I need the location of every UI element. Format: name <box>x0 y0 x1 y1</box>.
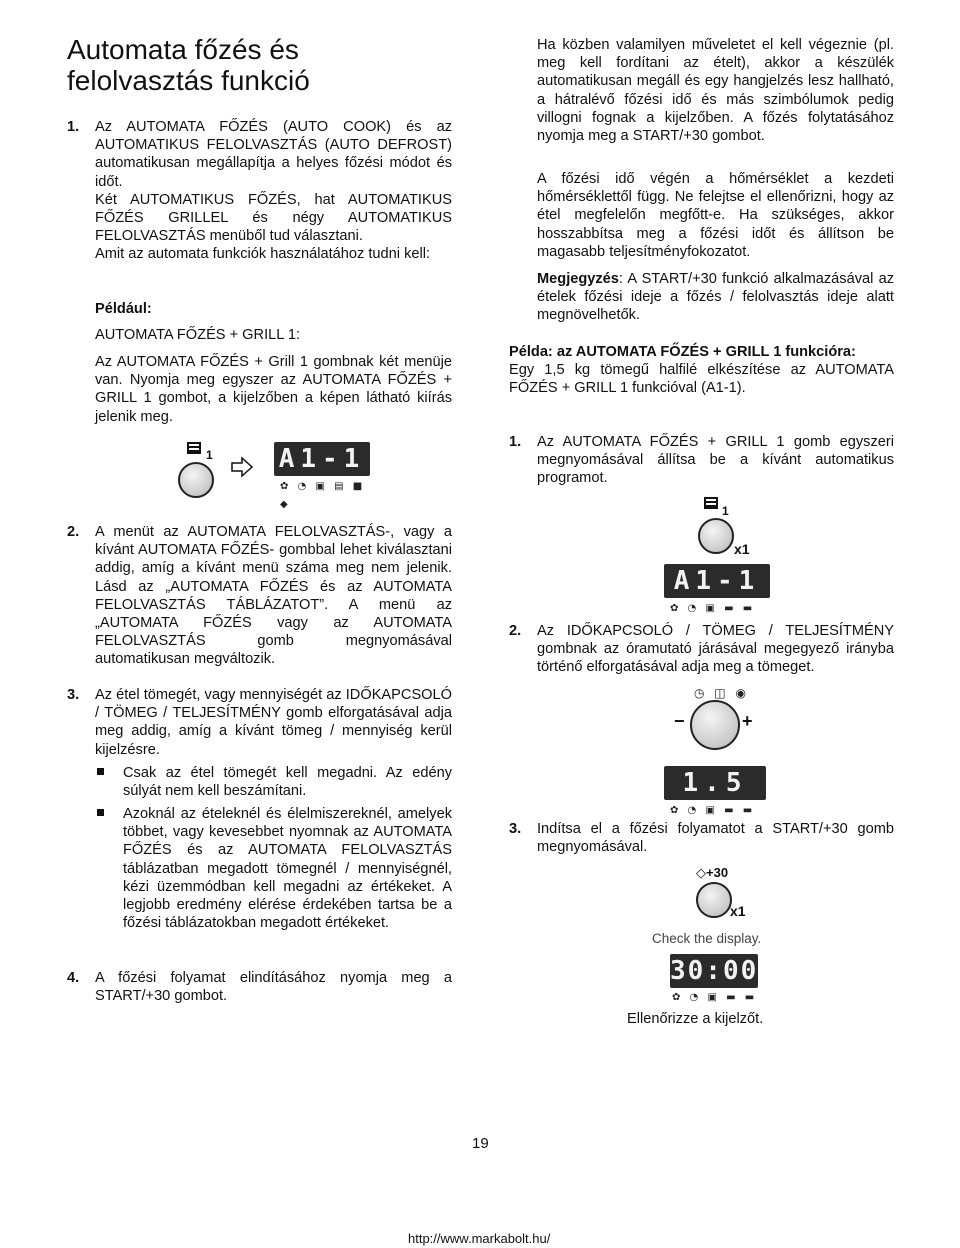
step-4-number: 4. <box>67 970 80 986</box>
timer-weight-power-dial[interactable] <box>690 700 740 750</box>
example-label: Például: <box>95 301 152 317</box>
note-text <box>537 270 894 325</box>
start-button[interactable] <box>696 882 732 918</box>
start-plus-30: +30 <box>706 865 729 880</box>
note-body: : A START/+30 funkció alkalmazásával az ételek főzési ideje a főzés / felolvasztás ideje alatt megnövelhetők. <box>537 271 894 324</box>
step-1-text: Az AUTOMATA FŐZÉS (AUTO COOK) és az AUTOMATIKUS FELOLVASZTÁS (AUTO DEFROST) automatikusan megállapítja a helyes főzési módot és időt. <box>95 119 452 190</box>
button-badge: 1 <box>722 504 729 518</box>
auto-cook-grill-icon <box>185 440 205 456</box>
example-step-1-number: 1. <box>509 434 522 450</box>
auto-cook-button[interactable] <box>698 518 734 554</box>
bullet-marker <box>97 809 104 816</box>
page-number: 19 <box>472 1135 489 1152</box>
end-of-cooking-text: A főzési idő végén a hőmérséklet a kezdeti hőmérséklettől függ. Ne felejtse el ellenőrizni, hogy az étel megfelelőn megfőtt-e. Ha szükséges, akkor hosszabbítsa meg a főzési időt és állítson be magasabb teljesítményfokozatot. <box>537 171 894 260</box>
display-panel: 30:00 <box>670 956 759 986</box>
figure-select-program <box>660 492 780 612</box>
step-1-number: 1. <box>67 119 80 135</box>
auto-cook-button[interactable] <box>178 462 214 498</box>
example-step-2-number: 2. <box>509 623 522 639</box>
step-1-menus: Két AUTOMATIKUS FŐZÉS, hat AUTOMATIKUS FŐZÉS GRILLEL és négy AUTOMATIKUS FELOLVASZTÁS menüből tud választani. <box>95 192 452 245</box>
figure-auto-cook <box>176 438 376 511</box>
press-count: x1 <box>734 541 750 557</box>
footer-url[interactable]: http://www.markabolt.hu/ <box>408 1231 551 1246</box>
example-step-2-text: Az IDŐKAPCSOLÓ / TÖMEG / TELJESÍTMÉNY gombnak az óramutató járásával megegyező irányba történő elforgatásával adja meg a tömeget. <box>537 623 894 676</box>
figure-caption: Ellenőrizze a kijelzőt. <box>627 1011 764 1027</box>
figure-start <box>650 862 790 1002</box>
step-1-intro: Amit az automata funkciók használatához tudni kell: <box>95 246 431 262</box>
step-2-text: A menüt az AUTOMATA FELOLVASZTÁS-, vagy a kívánt AUTOMATA FŐZÉS- gombbal lehet kiválasztani addig, amíg a kívánt menü száma meg nem jelenik. Lásd az „AUTOMATA FŐZÉS és az AUTOMATA FELOLVASZTÁS TÁBLÁZATOT”. A menü az „AUTOMATA FŐZÉS vagy az AUTOMATA FELOLVASZTÁS gomb megnyomásával automatikusan megváltozik. <box>95 524 452 668</box>
page-title: Automata főzés és felolvasztás funkció <box>67 34 310 96</box>
intervention-text: Ha közben valamilyen műveletet el kell végeznie (pl. meg kell fordítani az ételt), akkor a készülék automatikusan megáll és egy hangjelzés lesz hallható, a hátralévő főzési idő és más szimbólumok pedig villogni fognak a kijelzőben. A főzés folytatásához nyomja meg a START/+30 gombot. <box>537 37 894 145</box>
check-display-caption: Check the display. <box>652 931 762 946</box>
step-3-number: 3. <box>67 687 80 703</box>
plus-label: + <box>742 711 753 731</box>
note-label: Megjegyzés <box>537 271 619 287</box>
bullet-weight-note: Csak az étel tömegét kell megadni. Az edény súlyát nem kell beszámítani. <box>123 765 452 800</box>
bullet-marker <box>97 768 104 775</box>
display-status-icons: ✿ ◔ ▣ ▤ ■ ◆ <box>280 481 366 511</box>
step-3-text: Az étel tömegét, vagy mennyiségét az IDŐKAPCSOLÓ / TÖMEG / TELJESÍTMÉNY gomb elforgatásával adja meg addig, amíg a kívánt tömeg / mennyiség kerül kijelzésre. <box>95 687 452 758</box>
figure-set-weight <box>660 682 780 816</box>
press-count: x1 <box>730 903 746 919</box>
example-step-3-number: 3. <box>509 821 522 837</box>
step-4-text: A főzési folyamat elindításához nyomja meg a START/+30 gombot. <box>95 970 452 1005</box>
start-label: ◇+30 <box>696 865 729 880</box>
auto-cook-grill-icon <box>702 495 722 511</box>
bullet-manual-note: Azoknál az ételeknél és élelmiszereknél, amelyek többet, vagy kevesebbet nyomnak az AUTOMATA FŐZÉS és az AUTOMATA FELOLVASZTÁS táblázatban megadott tömegnél / mennyiségnél, kézi üzemmódban kell megadni az értékeket. A legjobb eredmény elérése érdekében tartsa be a főzési táblázatokban megadott értékeket. <box>123 806 452 932</box>
display-panel: A1-1 <box>664 564 770 598</box>
display-status-icons: ✿ ◔ ▣ ▬ ▬ <box>670 603 756 614</box>
button-badge: 1 <box>206 448 213 462</box>
display-panel: A1-1 <box>274 442 370 476</box>
example-description: Egy 1,5 kg tömegű halfilé elkészítése az AUTOMATA FŐZÉS + GRILL 1 funkcióval (A1-1). <box>509 362 894 397</box>
example-text: Az AUTOMATA FŐZÉS + Grill 1 gombnak két menüje van. Nyomja meg egyszer az AUTOMATA FŐZÉS + GRILL 1 gombot, a kijelzőben a képen látható kiírás jelenik meg. <box>95 354 452 425</box>
minus-label: − <box>674 711 685 731</box>
display-status-icons: ✿ ◔ ▣ ▬ ▬ <box>670 805 756 816</box>
example-heading: Példa: az AUTOMATA FŐZÉS + GRILL 1 funkcióra: <box>509 344 856 360</box>
arrow-right-icon <box>230 456 254 478</box>
example-step-1-text: Az AUTOMATA FŐZÉS + GRILL 1 gomb egyszeri megnyomásával állítsa be a kívánt automatikus programot. <box>537 434 894 487</box>
example-step-3-text: Indítsa el a főzési folyamatot a START/+30 gomb megnyomásával. <box>537 821 894 856</box>
step-2-number: 2. <box>67 524 80 540</box>
display-panel: 1.5 <box>664 766 766 800</box>
display-status-icons: ✿ ◔ ▣ ▬ ▬ <box>672 992 758 1003</box>
example-subtitle: AUTOMATA FŐZÉS + GRILL 1: <box>95 327 301 343</box>
dial-mode-icons: ◷ ◫ ◉ <box>694 686 749 700</box>
